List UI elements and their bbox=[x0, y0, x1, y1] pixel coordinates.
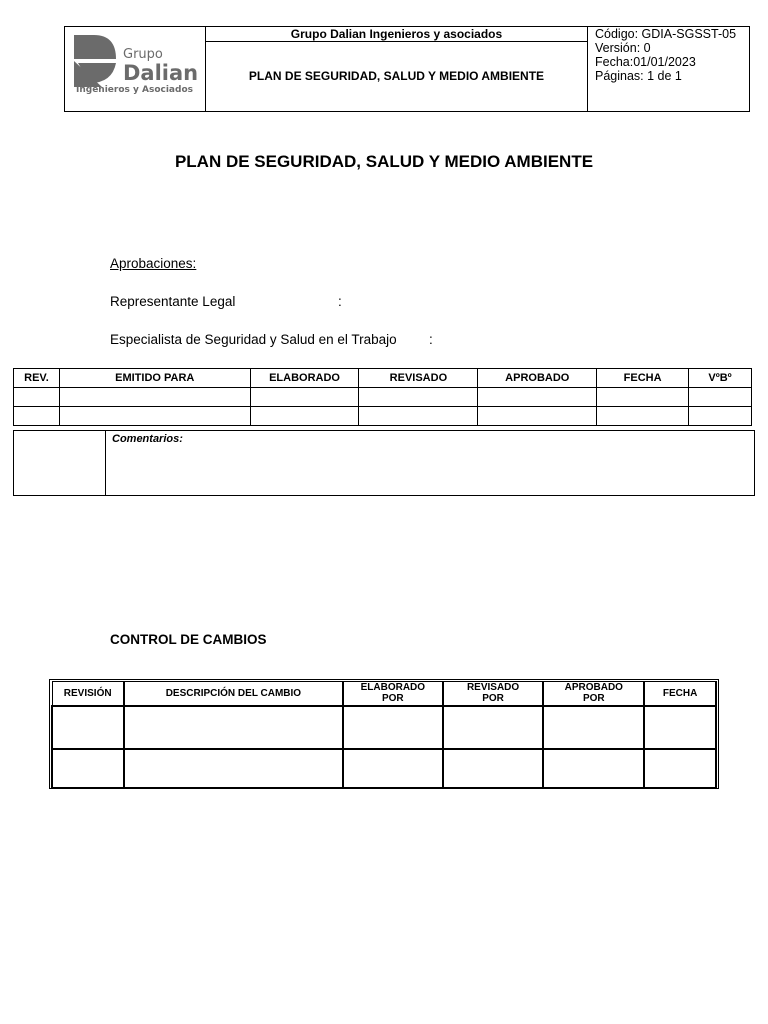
table-row bbox=[14, 388, 752, 407]
header-revisado: REVISADO bbox=[359, 369, 478, 388]
comments-left-cell bbox=[14, 431, 106, 495]
logo-brand-top: Grupo bbox=[123, 47, 163, 62]
header-rev: REV. bbox=[14, 369, 60, 388]
company-logo bbox=[65, 27, 206, 111]
specialist-label: Especialista de Seguridad y Salud en el Trabajo bbox=[110, 332, 397, 347]
header-fecha: FECHA bbox=[597, 369, 689, 388]
revision-table-header bbox=[14, 369, 752, 388]
header-descripcion: DESCRIPCIÓN DEL CAMBIO bbox=[124, 682, 343, 706]
header-revision: REVISIÓN bbox=[52, 682, 124, 706]
change-control-table-frame bbox=[49, 679, 719, 789]
comments-label: Comentarios: bbox=[112, 433, 183, 445]
change-control-table bbox=[51, 681, 717, 789]
meta-codigo: Código: GDIA-SGSST-05 bbox=[595, 27, 737, 41]
change-control-title: CONTROL DE CAMBIOS bbox=[110, 632, 267, 647]
table-row bbox=[14, 407, 752, 426]
specialist-colon: : bbox=[429, 332, 433, 347]
header-vobo: VºBº bbox=[689, 369, 752, 388]
header-fecha-cambio: FECHA bbox=[644, 682, 716, 706]
approvals-heading: Aprobaciones: bbox=[110, 256, 197, 271]
meta-fecha: Fecha:01/01/2023 bbox=[595, 55, 696, 69]
company-name: Grupo Dalian Ingenieros y asociados bbox=[206, 27, 587, 42]
header-revisado-por: REVISADO POR bbox=[443, 682, 544, 706]
header-title: PLAN DE SEGURIDAD, SALUD Y MEDIO AMBIENTE bbox=[248, 69, 545, 83]
header-elaborado-por: ELABORADO POR bbox=[343, 682, 443, 706]
meta-version: Versión: 0 bbox=[595, 41, 651, 55]
document-header bbox=[64, 26, 750, 112]
table-row bbox=[52, 749, 716, 788]
header-emitido-para: EMITIDO PARA bbox=[59, 369, 250, 388]
header-aprobado-por: APROBADO POR bbox=[543, 682, 644, 706]
document-meta bbox=[587, 27, 749, 111]
logo-brand-sub: Ingenieros y Asociados bbox=[76, 85, 193, 95]
legal-representative-label: Representante Legal bbox=[110, 294, 236, 309]
document-title: PLAN DE SEGURIDAD, SALUD Y MEDIO AMBIENTE bbox=[174, 152, 594, 171]
meta-paginas: Páginas: 1 de 1 bbox=[595, 69, 682, 83]
table-row bbox=[52, 706, 716, 749]
revision-table bbox=[13, 368, 752, 426]
legal-representative-colon: : bbox=[338, 294, 342, 309]
header-aprobado: APROBADO bbox=[478, 369, 597, 388]
logo-brand-main: Dalian bbox=[123, 61, 199, 85]
change-control-header bbox=[52, 682, 716, 706]
header-elaborado: ELABORADO bbox=[250, 369, 359, 388]
comments-box[interactable] bbox=[13, 430, 755, 496]
